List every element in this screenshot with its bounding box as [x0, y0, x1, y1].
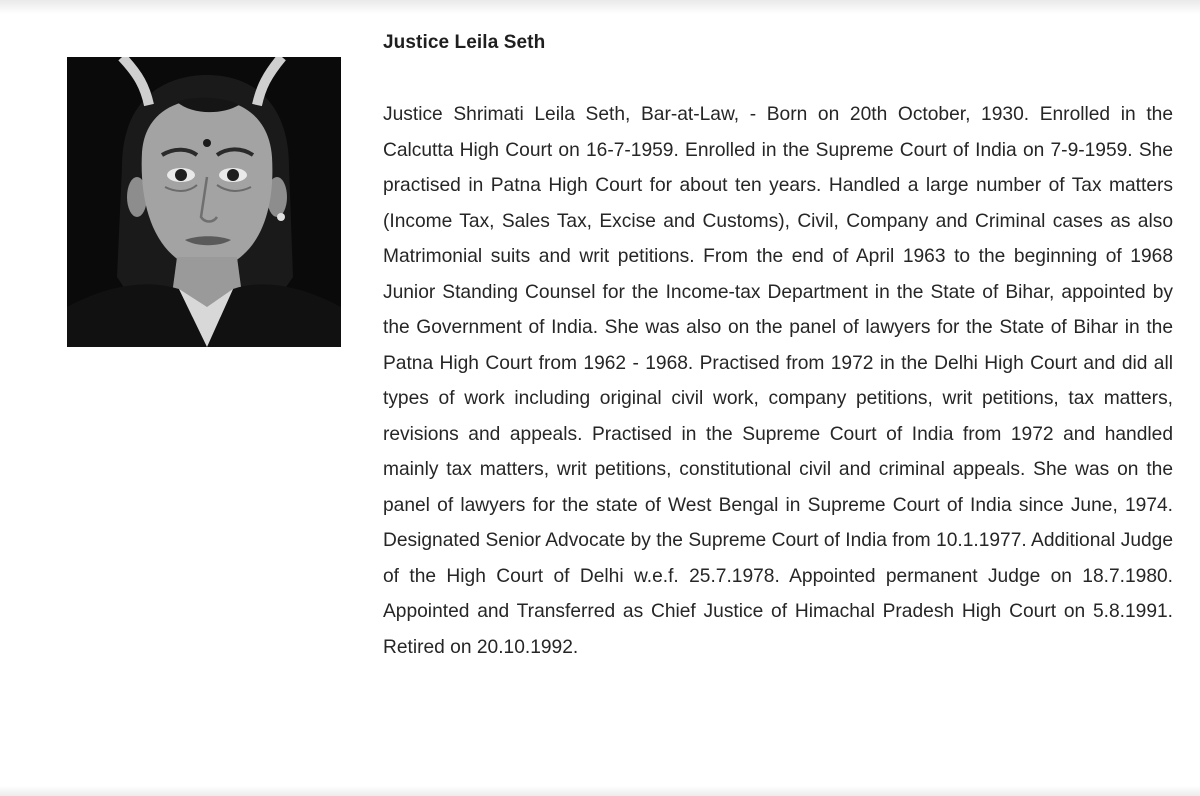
portrait-photo [67, 57, 341, 347]
biography-text: Justice Shrimati Leila Seth, Bar-at-Law, - Born on 20th October, 1930. Enrolled in the Calcutta High Court on 16-7-1959. Enrolled in the Supreme Court of India on 7-9-1959. She practised in Patna High Court for about ten years. Handled a large number of Tax matters (Income Tax, Sales Tax, Excise and Customs), Civil, Company and Criminal cases as also Matrimonial suits and writ petitions. From the end of April 1963 to the beginning of 1968 Junior Standing Counsel for the Income-tax Department in the State of Bihar, appointed by the Government of India. She was also on the panel of lawyers for the State of Bihar in the Patna High Court from 1962 - 1968. Practised from 1972 in the Delhi High Court and did all types of work including original civil work, company petitions, writ petitions, tax matters, revisions and appeals. Practised in the Supreme Court of India from 1972 and handled mainly tax matters, writ petitions, constitutional civil and criminal appeals. She was on the panel of lawyers for the state of West Bengal in Supreme Court of India since June, 1974. Designated Senior Advocate by the Supreme Court of India from 10.1.1977. Additional Judge of the High Court of Delhi w.e.f. 25.7.1978. Appointed permanent Judge on 18.7.1980. Appointed and Transferred as Chief Justice of Himachal Pradesh High Court on 5.8.1991. Retired on 20.10.1992. [383, 104, 1173, 658]
bottom-shadow [0, 786, 1200, 796]
top-shadow [0, 0, 1200, 14]
page-title: Justice Leila Seth [383, 32, 546, 53]
portrait-photo-image [67, 57, 341, 347]
